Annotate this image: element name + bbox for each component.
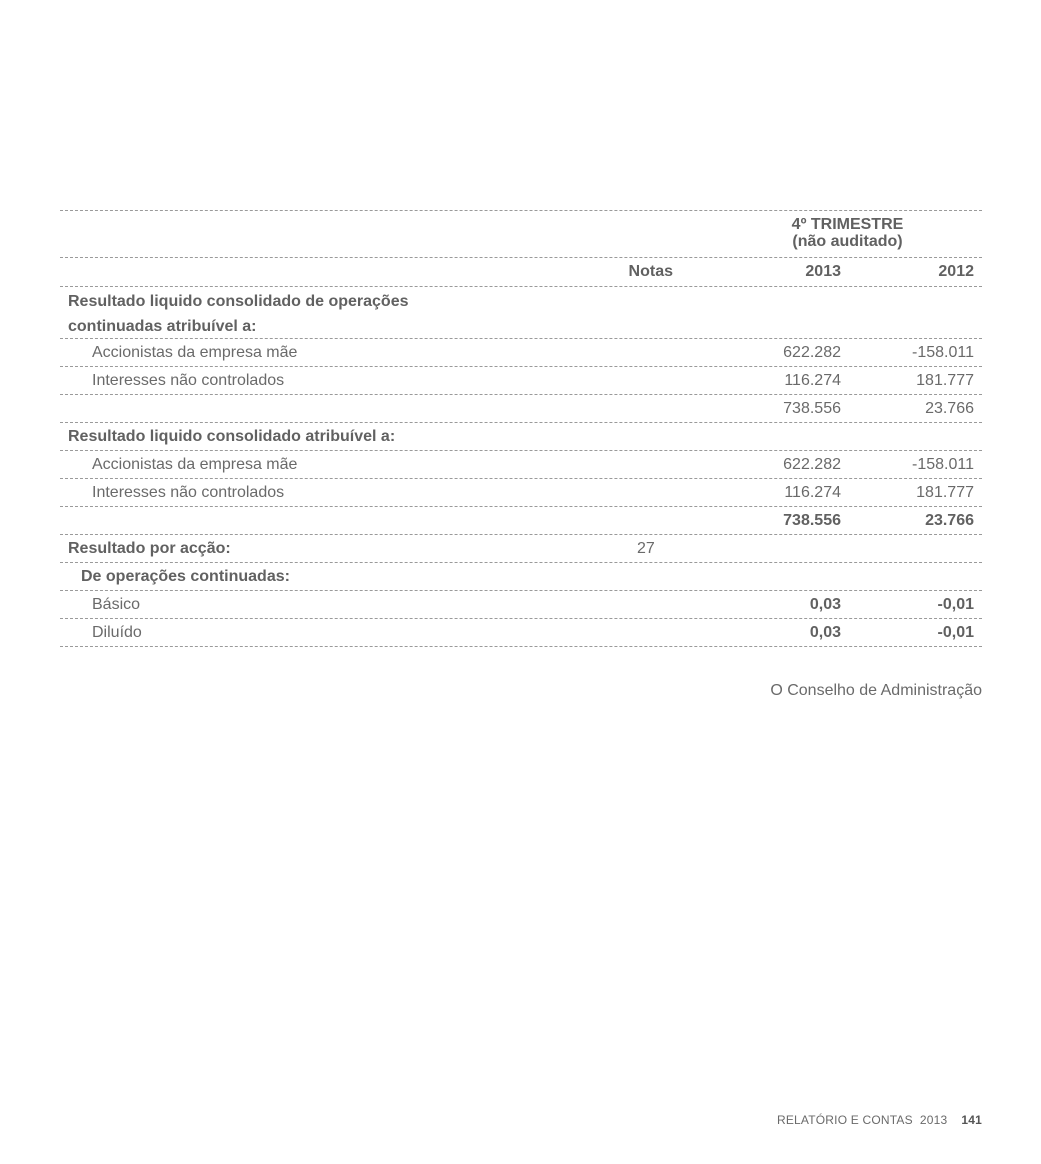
section-title-consolidated bbox=[60, 423, 982, 450]
value-2013: 0,03 bbox=[809, 624, 841, 641]
column-header-row bbox=[60, 258, 982, 286]
column-header-2013: 2013 bbox=[805, 263, 841, 280]
period-line1: 4º TRIMESTRE bbox=[791, 216, 904, 233]
page-number: 141 bbox=[961, 1113, 982, 1127]
subsection-title bbox=[60, 563, 982, 590]
value-2013: 622.282 bbox=[783, 456, 841, 473]
section-title: Resultado por acção: bbox=[68, 540, 231, 557]
value-2013: 0,03 bbox=[809, 596, 841, 613]
table-row bbox=[60, 367, 982, 394]
section-title-continued bbox=[60, 287, 982, 338]
table-row bbox=[60, 339, 982, 366]
section-title: Resultado liquido consolidado atribuível a: bbox=[68, 428, 396, 445]
column-header-notas: Notas bbox=[628, 263, 673, 280]
row-label: Básico bbox=[92, 596, 141, 613]
table-row bbox=[60, 451, 982, 478]
value-2013: 116.274 bbox=[784, 484, 841, 501]
row-label: Diluído bbox=[92, 624, 142, 641]
table-row bbox=[60, 479, 982, 506]
value-2012: -158.011 bbox=[912, 344, 974, 361]
total-2013: 738.556 bbox=[783, 400, 841, 417]
income-statement-table bbox=[60, 210, 982, 647]
value-2012: 181.777 bbox=[916, 372, 974, 389]
row-label: Accionistas da empresa mãe bbox=[92, 344, 298, 361]
value-2012: -0,01 bbox=[937, 624, 974, 641]
section-title-line2: continuadas atribuível a: bbox=[68, 318, 257, 335]
total-2013: 738.556 bbox=[783, 512, 841, 529]
section-title-line1: Resultado liquido consolidado de operações bbox=[68, 293, 409, 310]
period-line2: (não auditado) bbox=[792, 233, 903, 250]
page-footer bbox=[777, 1113, 982, 1127]
footer-text: RELATÓRIO E CONTAS 2013 bbox=[776, 1113, 948, 1127]
column-header-2012: 2012 bbox=[938, 263, 974, 280]
value-2012: -0,01 bbox=[937, 596, 974, 613]
total-row bbox=[60, 507, 982, 534]
value-2013: 622.282 bbox=[783, 344, 841, 361]
table-row bbox=[60, 591, 982, 618]
subsection-title-label: De operações continuadas: bbox=[81, 568, 290, 585]
value-2012: 181.777 bbox=[916, 484, 974, 501]
total-row bbox=[60, 395, 982, 422]
period-header bbox=[60, 211, 982, 257]
row-label: Accionistas da empresa mãe bbox=[92, 456, 298, 473]
total-2012: 23.766 bbox=[925, 400, 974, 417]
total-2012: 23.766 bbox=[925, 512, 974, 529]
note-reference: 27 bbox=[637, 540, 655, 557]
value-2012: -158.011 bbox=[912, 456, 974, 473]
signature: O Conselho de Administração bbox=[770, 682, 982, 699]
row-label: Interesses não controlados bbox=[92, 484, 285, 501]
table-row bbox=[60, 619, 982, 646]
period-label bbox=[760, 216, 935, 250]
value-2013: 116.274 bbox=[784, 372, 841, 389]
section-title-eps bbox=[60, 535, 982, 562]
divider bbox=[60, 646, 982, 647]
row-label: Interesses não controlados bbox=[92, 372, 285, 389]
